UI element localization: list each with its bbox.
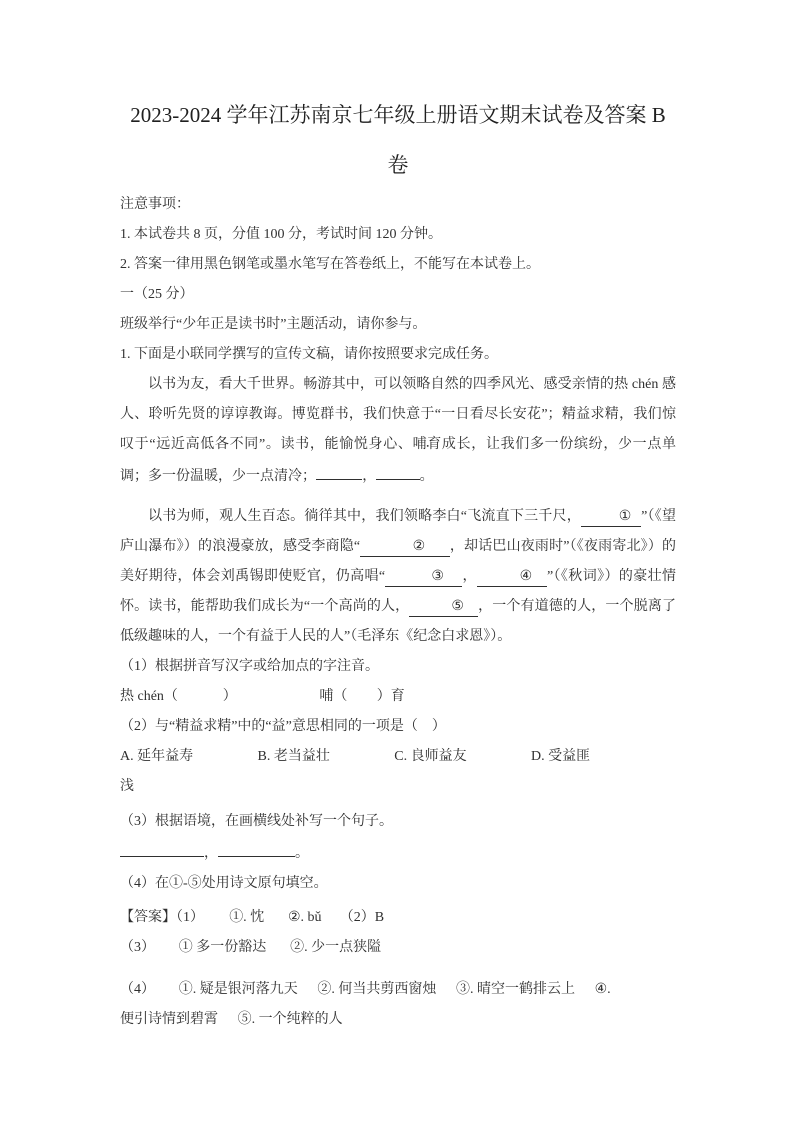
text-segment: ， bbox=[362, 469, 377, 484]
text-segment: ⑤. 一个纯粹的人 bbox=[237, 1012, 343, 1027]
blank-underline bbox=[218, 837, 295, 857]
text-segment: 寿 bbox=[179, 749, 194, 764]
blank-underline: ② bbox=[360, 537, 450, 557]
answer-line-1 bbox=[120, 903, 676, 933]
blank-underline bbox=[316, 460, 362, 480]
text-segment: ） bbox=[222, 689, 237, 704]
text-segment: ”（《望庐山瀑布》）的浪漫豪放，感受李商隐“ bbox=[120, 509, 676, 554]
page-title-line-1: 2023-2024 学年江苏南京七年级上册语文期末试卷及答案 B bbox=[130, 103, 666, 127]
text-segment: ④. bbox=[594, 982, 611, 997]
blank-underline: ① bbox=[581, 507, 641, 527]
text-segment: 【答案】（1） bbox=[120, 910, 204, 925]
notice-item-1: 1. 本试卷共 8 页，分值 100 分，考试时间 120 分钟。 bbox=[120, 227, 442, 242]
text-segment: ②. 何当共剪西窗烛 bbox=[317, 982, 437, 997]
text-segment: 壮 bbox=[315, 749, 330, 764]
text-segment: C. 良师 bbox=[394, 749, 439, 764]
emphasized-char: 益 • bbox=[165, 749, 179, 764]
pinyin-answer-line bbox=[120, 682, 676, 712]
text-segment: 友 bbox=[452, 749, 467, 764]
notice-item-2: 2. 答案一律用黑色钢笔或墨水笔写在答卷纸上，不能写在本试卷上。 bbox=[120, 257, 540, 272]
text-segment: B. 老当 bbox=[257, 749, 302, 764]
sub-question-2-label: （2）与“精益求精”中的“益”意思相同的一项是（ ） bbox=[120, 719, 446, 734]
blank-underline bbox=[120, 837, 204, 857]
text-segment: 。 bbox=[295, 846, 309, 861]
paragraph-2 bbox=[120, 502, 676, 652]
paragraph-1 bbox=[120, 370, 676, 492]
text-segment: ，却话巴山夜雨时”（《夜雨寄北》）的美好期待，体会刘禹锡即使贬官，仍高唱“ bbox=[120, 539, 677, 584]
emphasized-char: 益 • bbox=[439, 749, 453, 764]
blank-underline: ⑤ bbox=[409, 597, 478, 617]
blank-answer-line bbox=[120, 837, 676, 869]
emphasized-char: 哺 • bbox=[413, 437, 428, 452]
notice-heading: 注意事项： bbox=[120, 197, 190, 212]
text-segment: 哺（ bbox=[319, 689, 348, 704]
text-segment: 以书为师，观人生百态。徜徉其中，我们领略李白“飞流直下三千尺， bbox=[148, 509, 581, 524]
text-segment: ②. bǔ bbox=[287, 910, 322, 925]
sub-question-4-label: （4）在①-⑤处用诗文原句填空。 bbox=[120, 876, 328, 891]
sub-question-1-label: （1）根据拼音写汉字或给加点的字注音。 bbox=[120, 659, 379, 674]
emphasized-char: 益 • bbox=[562, 749, 576, 764]
options-line-2: 浅 bbox=[120, 779, 134, 794]
text-segment: ②. 少一点狭隘 bbox=[290, 940, 382, 955]
blank-underline bbox=[376, 460, 419, 480]
options-line-1 bbox=[120, 742, 676, 772]
text-segment: A. 延年 bbox=[120, 749, 166, 764]
sub-question-3-label: （3）根据语境，在画横线处补写一个句子。 bbox=[120, 814, 393, 829]
activity-intro: 班级举行“少年正是读书时”主题活动，请你参与。 bbox=[120, 317, 427, 332]
text-segment: ①. 疑是银河落九天 bbox=[178, 982, 298, 997]
text-segment: 匪 bbox=[576, 749, 591, 764]
blank-underline: ④ bbox=[477, 567, 547, 587]
text-segment: ① 多一份豁达 bbox=[178, 940, 267, 955]
text-segment: ，一个有道德的人，一个脱离了低级趣味的人，一个有益于人民的人”（毛泽东《纪念白求恩》）。 bbox=[120, 599, 676, 644]
text-segment: 以书为友，看大千世界。畅游其中，可以领略自然的四季风光、感受亲情的热 chén 感人、聆听先贤的谆谆教诲。博览群书，我们快意于“一日看尽长安花”；精益求精，我们惊叹于“远近高低各不同”。读书，能愉悦身心、 bbox=[120, 377, 676, 452]
text-segment: 便引诗情到碧霄 bbox=[120, 1012, 218, 1027]
answer-line-4 bbox=[120, 1005, 676, 1035]
text-segment: ①. 忱 bbox=[229, 910, 265, 925]
text-segment: 育成长，让我们多一份缤纷，少一点单调；多一份温暖，少一点清冷； bbox=[120, 437, 677, 484]
answer-line-3 bbox=[120, 975, 676, 1005]
text-segment: 热 chén（ bbox=[120, 689, 178, 704]
text-segment: ）育 bbox=[376, 689, 405, 704]
question-1-stem: 1. 下面是小联同学撰写的宣传文稿，请你按照要求完成任务。 bbox=[120, 347, 498, 362]
text-segment: ， bbox=[462, 569, 477, 584]
text-segment: ， bbox=[204, 846, 218, 861]
text-segment: （3） bbox=[120, 940, 155, 955]
text-segment: ”（《秋词》）的豪壮情怀。读书，能帮助我们成长为“一个高尚的人， bbox=[120, 569, 677, 614]
answer-line-2 bbox=[120, 933, 676, 963]
section-heading: 一（25 分） bbox=[120, 287, 194, 302]
text-segment: （4） bbox=[120, 982, 155, 997]
page-title bbox=[120, 90, 676, 190]
text-segment: D. 受 bbox=[530, 749, 563, 764]
text-segment: （2）B bbox=[339, 910, 385, 925]
blank-underline: ③ bbox=[385, 567, 462, 587]
text-segment: 。 bbox=[419, 469, 434, 484]
page-title-line-2: 卷 bbox=[387, 153, 409, 177]
emphasized-char: 益 • bbox=[302, 749, 316, 764]
text-segment: ③. 晴空一鹤排云上 bbox=[455, 982, 575, 997]
